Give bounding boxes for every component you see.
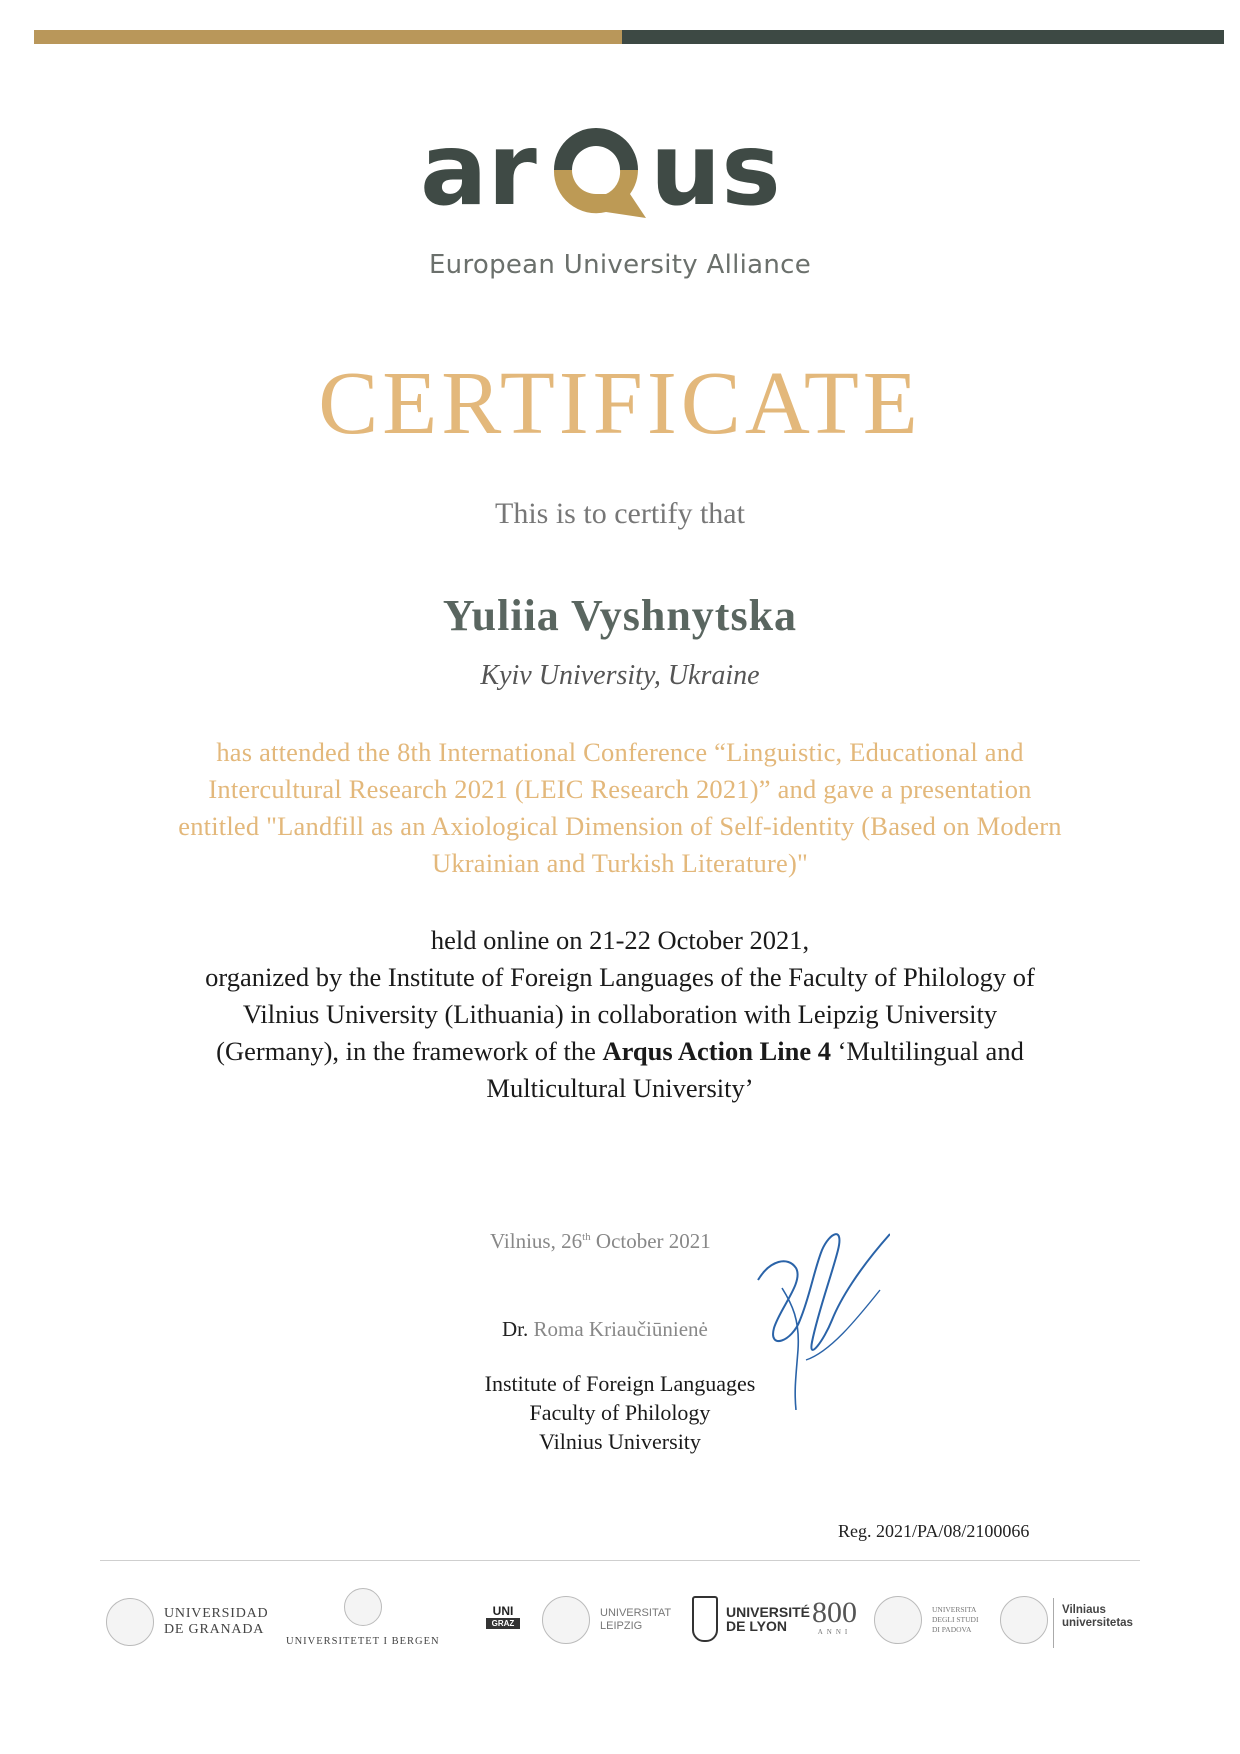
padova-seal-icon [874, 1596, 922, 1644]
footer-divider [100, 1560, 1140, 1561]
arqus-wordmark [420, 112, 820, 240]
issuing-institution [420, 1369, 820, 1456]
top-bar-gold-segment [34, 30, 622, 44]
partner-vilnius [1000, 1596, 1048, 1644]
logo-q-mark [554, 128, 646, 218]
signer-name: Roma Kriaučiūnienė [533, 1317, 708, 1341]
event-details-line: held online on 21-22 October 2021, [430, 925, 810, 955]
vilnius-seal-icon [1000, 1596, 1048, 1644]
place-date: Vilnius, 26th October 2021 [490, 1229, 711, 1253]
institution-line: Faculty of Philology [529, 1400, 711, 1425]
partner-graz: UNI GRAZ [484, 1604, 522, 1629]
partner-padova-800: 800 ANNI [812, 1596, 857, 1636]
vilnius-logo-separator [1053, 1598, 1054, 1648]
top-bar-slate-segment [622, 30, 1224, 44]
logo-subtitle: European University Alliance [428, 250, 812, 280]
signer-title: Dr. [502, 1317, 529, 1341]
certificate-title: CERTIFICATE [318, 354, 922, 453]
svg-text:Q: Q [596, 182, 597, 183]
partner-padova: UNIVERSITA DEGLI STUDI DI PADOVA [874, 1596, 978, 1644]
partner-bergen: UNIVERSITETET I BERGEN [286, 1588, 440, 1647]
logo-text-right: us [650, 112, 781, 228]
attendance-statement: has attended the 8th International Conference “Linguistic, Educational and Intercultural Research 2021 (LEIC Research 2021)” and gave a presentation entitled "Landfill as an Axiological Dimension of Self-identity (Based on Modern Ukrainian and Turkish Literature)" [178, 737, 1062, 878]
arqus-logo [0, 112, 1240, 240]
event-details-line: organized by the Institute of Foreign Languages of the Faculty of Philology of [205, 962, 1035, 992]
partner-granada: UNIVERSIDAD DE GRANADA [106, 1598, 268, 1646]
logo-text-left: ar [420, 112, 537, 228]
partner-leipzig: UNIVERSITAT LEIPZIG [542, 1596, 671, 1644]
event-details-line: (Germany), in the framework of the Arqus Action Line 4 ‘Multilingual and [216, 1036, 1024, 1066]
recipient-affiliation: Kyiv University, Ukraine [480, 660, 760, 691]
partner-lyon: UNIVERSITÉ DE LYON [692, 1596, 810, 1642]
event-details [160, 922, 1080, 1107]
top-decorative-bar [34, 30, 1224, 44]
certify-statement: This is to certify that [495, 497, 745, 530]
granada-seal-icon [106, 1598, 154, 1646]
action-line-name: Arqus Action Line 4 [602, 1036, 831, 1066]
institution-line: Institute of Foreign Languages [484, 1371, 756, 1396]
registration-number: Reg. 2021/PA/08/2100066 [838, 1521, 1030, 1541]
event-details-line: Multicultural University’ [486, 1073, 754, 1103]
institution-line: Vilnius University [539, 1429, 701, 1454]
lyon-lion-icon [692, 1596, 718, 1642]
recipient-name: Yuliia Vyshnytska [442, 591, 798, 640]
leipzig-seal-icon [542, 1596, 590, 1644]
bergen-seal-icon [344, 1588, 382, 1626]
event-details-line: Vilnius University (Lithuania) in collaboration with Leipzig University [242, 999, 998, 1029]
partner-vilnius-text: Vilniaus universitetas [1062, 1604, 1133, 1629]
signer [502, 1317, 708, 1342]
